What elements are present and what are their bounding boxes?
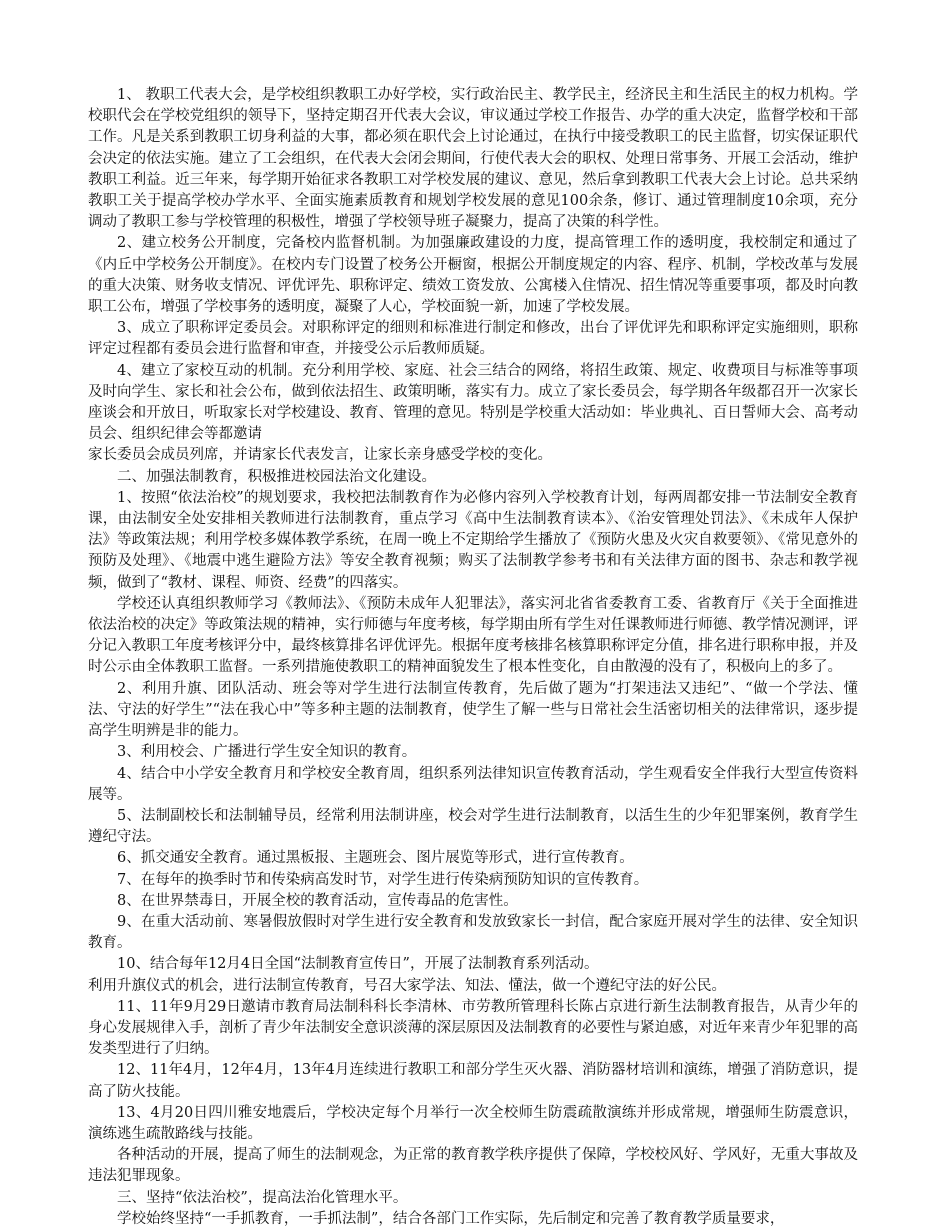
paragraph: 1、按照“依法治校”的规划要求，我校把法制教育作为必修内容列入学校教育计划，每两周都安排一节法制安全教育课，由法制安全处安排相关教师进行法制教育，重点学习《高中生法制教育读本》、《治安管理处罚法》、《未成年人保护法》等政策法规；利用学校多媒体教学系统，在周一晚上不定期给学生播放了《预防火患及火灾自救要领》、《常见意外的预防及处理》、《地震中逃生避险方法》等安全教育视频；购买了法制教学参考书和有关法律方面的图书、杂志和教学视频，做到了“教材、课程、师资、经费”的四落实。 bbox=[88, 489, 858, 591]
paragraph: 4、结合中小学安全教育月和学校安全教育周，组织系列法律知识宣传教育活动，学生观看安全伴我行大型宣传资料展等。 bbox=[88, 765, 858, 803]
paragraph: 13、4月20日四川雅安地震后，学校决定每个月举行一次全校师生防震疏散演练并形成常规，增强师生防震意识，演练逃生疏散路线与技能。 bbox=[88, 1104, 858, 1142]
section-heading: 三、坚持“依法治校”，提高法治化管理水平。 bbox=[117, 1189, 408, 1206]
paragraph: 11、11年9月29日邀请市教育局法制科科长李清林、市劳教所管理科长陈占京进行新生法制教育报告，从青少年的身心发展规律入手，剖析了青少年法制安全意识淡薄的深层原因及法制教育的必要性与紧迫感，对近年来青少年犯罪的高发类型进行了归纳。 bbox=[88, 998, 858, 1058]
paragraph: 8、在世界禁毒日，开展全校的教育活动，宣传毒品的危害性。 bbox=[117, 892, 518, 909]
paragraph: 7、在每年的换季时节和传染病高发时节，对学生进行传染病预防知识的宣传教育。 bbox=[117, 871, 649, 888]
paragraph: 利用升旗仪式的机会，进行法制宣传教育，号召大家学法、知法、懂法，做一个遵纪守法的好公民。 bbox=[88, 977, 726, 994]
paragraph: 3、利用校会、广播进行学生安全知识的教育。 bbox=[117, 744, 417, 761]
paragraph: 学校还认真组织教师学习《教师法》、《预防未成年人犯罪法》，落实河北省省委教育工委、省教育厅《关于全面推进依法治校的决定》等政策法规的精神，实行师德与年度考核，每学期由所有学生对任课教师进行师德、教学情况测评，评分记入教职工年度考核评分中，最终核算排名评优评先。根据年度考核排名核算职称评定分值，排名进行职称申报，并及时公示由全体教职工监督。一系列措施使教职工的精神面貌发生了根本性变化，自由散漫的没有了，积极向上的多了。 bbox=[88, 595, 858, 676]
paragraph: 3、成立了职称评定委员会。对职称评定的细则和标准进行制定和修改，出台了评优评先和职称评定实施细则，职称评定过程都有委员会进行监督和审查，并接受公示后教师质疑。 bbox=[88, 320, 858, 358]
paragraph: 2、建立校务公开制度，完备校内监督机制。为加强廉政建设的力度，提高管理工作的透明度，我校制定和通过了《内丘中学校务公开制度》。在校内专门设置了校务公开橱窗，根据公开制度规定的内容、程序、机制，学校改革与发展的重大决策、财务收支情况、评优评先、职称评定、绩效工资发放、公寓楼入住情况、招生情况等重要事项，都及时向教职工公布，增强了学校事务的透明度，凝聚了人心，学校面貌一新，加速了学校发展。 bbox=[88, 235, 858, 316]
paragraph: 6、抓交通安全教育。通过黑板报、主题班会、图片展览等形式，进行宣传教育。 bbox=[117, 850, 634, 867]
paragraph: 4、建立了家校互动的机制。充分利用学校、家庭、社会三结合的网络，将招生政策、规定、收费项目与标准等事项及时向学生、家长和社会公布，做到依法招生、政策明晰，落实有力。成立了家长委员会，每学期各年级都召开一次家长座谈会和开放日，听取家长对学校建设、教育、管理的意见。特别是学校重大活动如：毕业典礼、百日誓师大会、高考动员会、组织纪律会等都邀请 bbox=[88, 362, 858, 443]
section-heading: 二、加强法制教育，积极推进校园法治文化建设。 bbox=[117, 468, 436, 485]
paragraph: 5、法制副校长和法制辅导员，经常利用法制讲座，校会对学生进行法制教育，以活生生的少年犯罪案例，教育学生遵纪守法。 bbox=[88, 807, 858, 846]
paragraph: 各种活动的开展，提高了师生的法制观念，为正常的教育教学秩序提供了保障，学校校风好、学风好，无重大事故及违法犯罪现象。 bbox=[88, 1147, 858, 1185]
document-body bbox=[88, 85, 858, 1230]
paragraph: 1、 教职工代表大会，是学校组织教职工办好学校，实行政治民主、教学民主，经济民主和生活民主的权力机构。学校职代会在学校党组织的领导下，坚持定期召开代表大会议，审议通过学校工作报告、办学的重大决定，监督学校和干部工作。凡是关系到教职工切身利益的大事，都必须在职代会上讨论通过，在执行中接受教职工的民主监督，切实保证职代会决定的依法实施。建立了工会组织，在代表大会闭会期间，行使代表大会的职权、处理日常事务、开展工会活动，维护教职工利益。近三年来，每学期开始征求各教职工对学校发展的建议、意见，然后拿到教职工代表大会上讨论。总共采纳教职工关于提高学校办学水平、全面实施素质教育和规划学校发展的意见100余条，修订、通过管理制度10余项，充分调动了教职工参与学校管理的积极性，增强了学校领导班子凝聚力，提高了决策的科学性。 bbox=[88, 87, 858, 231]
paragraph: 2、利用升旗、团队活动、班会等对学生进行法制宣传教育，先后做了题为“打架违法又违纪”、“做一个学法、懂法、守法的好学生”“法在我心中”等多种主题的法制教育，使学生了解一些与日常社会生活密切相关的法律常识，逐步提高学生明辨是非的能力。 bbox=[88, 680, 858, 740]
paragraph: 12、11年4月，12年4月，13年4月连续进行教职工和部分学生灭火器、消防器材培训和演练，增强了消防意识，提高了防火技能。 bbox=[88, 1062, 858, 1100]
paragraph: 10、结合每年12月4日全国“法制教育宣传日”，开展了法制教育系列活动。 bbox=[117, 956, 599, 973]
paragraph: 家长委员会成员列席，并请家长代表发言，让家长亲身感受学校的变化。 bbox=[88, 447, 552, 464]
paragraph: 学校始终坚持“一手抓教育，一手抓法制”，结合各部门工作实际，先后制定和完善了教育教学质量要求， bbox=[117, 1210, 785, 1227]
paragraph: 9、在重大活动前、寒暑假放假时对学生进行安全教育和发放致家长一封信，配合家庭开展对学生的法律、安全知识教育。 bbox=[88, 913, 858, 952]
